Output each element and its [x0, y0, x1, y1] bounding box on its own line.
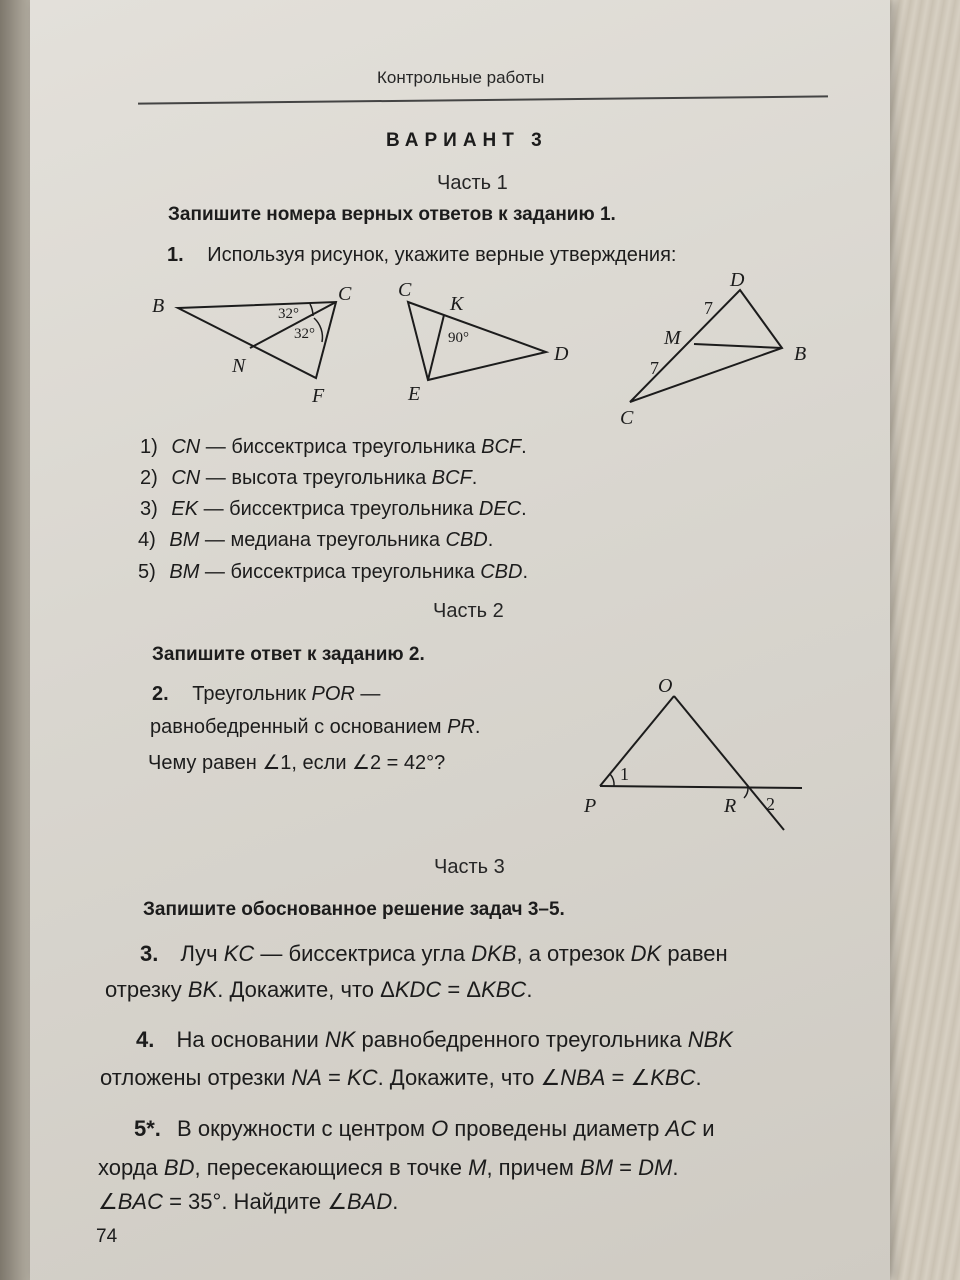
figure3-segment-bm	[694, 344, 782, 348]
book-page	[30, 0, 890, 1280]
figure3-label-m: M	[664, 327, 681, 349]
task5-text: ∠	[98, 1189, 118, 1214]
task5-center-o: O	[431, 1116, 449, 1141]
task3-line1	[140, 941, 728, 967]
task4-text: = ∠	[605, 1065, 651, 1090]
figure-angle1-label: 1	[620, 764, 629, 784]
task5-line3	[98, 1189, 398, 1215]
task5-segment-bm: BM	[580, 1155, 614, 1180]
task5-text: хорда	[98, 1155, 164, 1180]
task5-text: =	[613, 1155, 639, 1180]
task3-ray-kc: KC	[223, 941, 255, 966]
figure3-seg-top-label: 7	[704, 298, 713, 318]
figure-side-po	[600, 696, 674, 786]
task3-text: , а отрезок	[516, 941, 631, 966]
figure1-label-c: C	[338, 283, 352, 305]
figure3-seg-bottom-label: 7	[650, 358, 659, 378]
task5-angle-bac: BAC	[117, 1189, 163, 1214]
option-1	[140, 436, 527, 459]
part3-instruction: Запишите обоснованное решение задач 3–5.	[143, 899, 565, 920]
option-end: .	[487, 529, 494, 551]
option-end: .	[471, 467, 478, 489]
option-2	[140, 467, 477, 490]
task5-chord-bd: BD	[163, 1155, 195, 1180]
figure1-angle-arc-bottom	[314, 318, 322, 342]
task4-base-nk: NK	[324, 1027, 356, 1052]
task5-text: .	[392, 1189, 399, 1214]
option-text: — биссектриса треугольника	[198, 498, 479, 520]
option-5	[138, 561, 528, 584]
figure2-label-c: C	[398, 279, 412, 301]
figure3-label-d: D	[730, 269, 745, 291]
option-segment: EK	[171, 498, 199, 520]
option-segment: BM	[169, 561, 200, 583]
task4-segment-kc: KC	[347, 1065, 378, 1090]
task3-text: — биссектриса угла	[254, 941, 472, 966]
task2-line1	[152, 683, 380, 706]
figure-label-p: P	[584, 795, 597, 817]
task3-segment-dk: DK	[630, 941, 662, 966]
task4-triangle-nbk: NBK	[687, 1027, 733, 1052]
task2-line2-end: .	[474, 716, 481, 738]
option-end: .	[521, 498, 527, 520]
task4-text: На основании	[176, 1027, 325, 1052]
figure1-label-b: B	[152, 295, 165, 317]
figure1-angle-bottom-label: 32°	[294, 326, 315, 342]
task5-text: .	[672, 1155, 679, 1180]
option-number: 2)	[140, 467, 158, 489]
part2-title: Часть 2	[433, 600, 504, 622]
task5-diameter-ac: AC	[665, 1116, 697, 1141]
figure-triangle-por	[580, 675, 820, 848]
task2-line3: Чему равен ∠1, если ∠2 = 42°?	[148, 752, 446, 774]
figure2-angle-label: 90°	[448, 330, 469, 346]
figure1-angle-top-label: 32°	[278, 306, 299, 322]
option-segment: BM	[169, 529, 200, 551]
figure2-label-k: K	[450, 293, 464, 315]
option-triangle: BCF	[431, 467, 472, 489]
task3-text: равен	[661, 941, 728, 966]
figure-angle2-arc	[744, 788, 748, 798]
figure3-label-c: C	[620, 407, 634, 429]
option-text: — высота треугольника	[200, 467, 432, 489]
variant-title: ВАРИАНТ 3	[386, 130, 548, 151]
option-number: 4)	[138, 529, 156, 551]
task4-text: =	[321, 1065, 348, 1090]
task2-triangle-name: POR	[311, 683, 355, 705]
task2-line2-text: равнобедренный с основанием	[150, 716, 448, 738]
wood-table-background	[888, 0, 960, 1280]
task1-number: 1.	[167, 244, 184, 266]
figure-base-pr-extended	[600, 786, 802, 788]
task3-triangle-kdc: KDC	[394, 977, 442, 1002]
part1-instruction: Запишите номера верных ответов к заданию 1.	[168, 204, 616, 225]
task4-text: отложены отрезки	[100, 1065, 292, 1090]
part3-title: Часть 3	[434, 856, 505, 878]
task5-segment-dm: DM	[638, 1155, 673, 1180]
figure-label-o: O	[658, 675, 673, 697]
task4-angle-kbc: KBC	[650, 1065, 696, 1090]
page-number: 74	[96, 1226, 118, 1247]
task5-text: , пересекающиеся в точке	[194, 1155, 469, 1180]
option-number: 3)	[140, 498, 158, 520]
task5-text: = 35°. Найдите ∠	[162, 1189, 347, 1214]
figure2-triangle-dec	[370, 276, 569, 405]
task4-text: . Докажите, что ∠	[377, 1065, 561, 1090]
task3-text: Луч	[180, 941, 224, 966]
figure-angle2-label: 2	[766, 794, 775, 814]
task2-line1-text: Треугольник	[192, 683, 312, 705]
task1-line	[167, 244, 676, 267]
task4-text: равнобедренного треугольника	[355, 1027, 688, 1052]
header-rule	[138, 95, 828, 104]
figure1-label-n: N	[232, 355, 246, 377]
task3-text: отрезку	[105, 977, 188, 1002]
task2-number: 2.	[152, 683, 169, 705]
option-triangle: CBD	[480, 561, 523, 583]
figure-angle1-arc	[610, 774, 614, 786]
option-text: — медиана треугольника	[199, 529, 446, 551]
task5-text: В окружности с центром	[177, 1116, 432, 1141]
figure3-triangle-cbd	[610, 266, 810, 429]
figure2-segment-ek	[428, 315, 444, 380]
figure2-label-d: D	[554, 343, 569, 365]
figure3-label-b: B	[794, 343, 807, 365]
task4-angle-nba: NBA	[560, 1065, 606, 1090]
option-triangle: BCF	[481, 436, 522, 458]
option-segment: CN	[171, 436, 201, 458]
option-triangle: CBD	[445, 529, 488, 551]
task3-text: = Δ	[441, 977, 482, 1002]
task3-triangle-kbc: KBC	[481, 977, 527, 1002]
task4-line1	[136, 1027, 733, 1053]
task5-number: 5*.	[134, 1116, 161, 1141]
task5-line1	[134, 1116, 715, 1142]
option-segment: CN	[171, 467, 201, 489]
task3-segment-bk: BK	[187, 977, 218, 1002]
task3-line2	[105, 977, 532, 1003]
task3-number: 3.	[140, 941, 159, 966]
task5-angle-bad: BAD	[347, 1189, 393, 1214]
option-number: 1)	[140, 436, 158, 458]
figure1-triangle-bcf	[150, 280, 352, 407]
task5-text: и	[696, 1116, 715, 1141]
task5-text: проведены диаметр	[448, 1116, 666, 1141]
option-3	[140, 498, 527, 521]
figure1-label-f: F	[312, 385, 325, 407]
task3-angle-dkb: DKB	[471, 941, 517, 966]
task4-number: 4.	[136, 1027, 155, 1052]
task5-text: , причем	[486, 1155, 581, 1180]
task2-line2	[150, 716, 480, 739]
option-text: — биссектриса треугольника	[200, 436, 482, 458]
option-triangle: DEC	[478, 498, 522, 520]
task5-line2	[98, 1155, 678, 1181]
option-end: .	[522, 561, 529, 583]
part1-title: Часть 1	[437, 172, 508, 194]
running-header: Контрольные работы	[377, 68, 545, 87]
task4-text: .	[695, 1065, 702, 1090]
task3-text: .	[526, 977, 533, 1002]
option-4	[138, 529, 493, 552]
task2-base-name: PR	[447, 716, 475, 738]
task4-line2	[100, 1065, 702, 1091]
option-number: 5)	[138, 561, 156, 583]
task5-point-m: M	[468, 1155, 487, 1180]
task1-text: Используя рисунок, укажите верные утверждения:	[207, 244, 677, 266]
task3-text: . Докажите, что Δ	[217, 977, 395, 1002]
part2-instruction: Запишите ответ к заданию 2.	[152, 644, 425, 665]
figure2-triangle-outline	[408, 302, 546, 380]
figure2-label-e: E	[408, 383, 421, 405]
task2-line1-dash: —	[354, 683, 381, 705]
option-end: .	[521, 436, 527, 458]
option-text: — биссектриса треугольника	[199, 561, 481, 583]
task4-segment-na: NA	[291, 1065, 322, 1090]
figure-label-r: R	[724, 795, 737, 817]
